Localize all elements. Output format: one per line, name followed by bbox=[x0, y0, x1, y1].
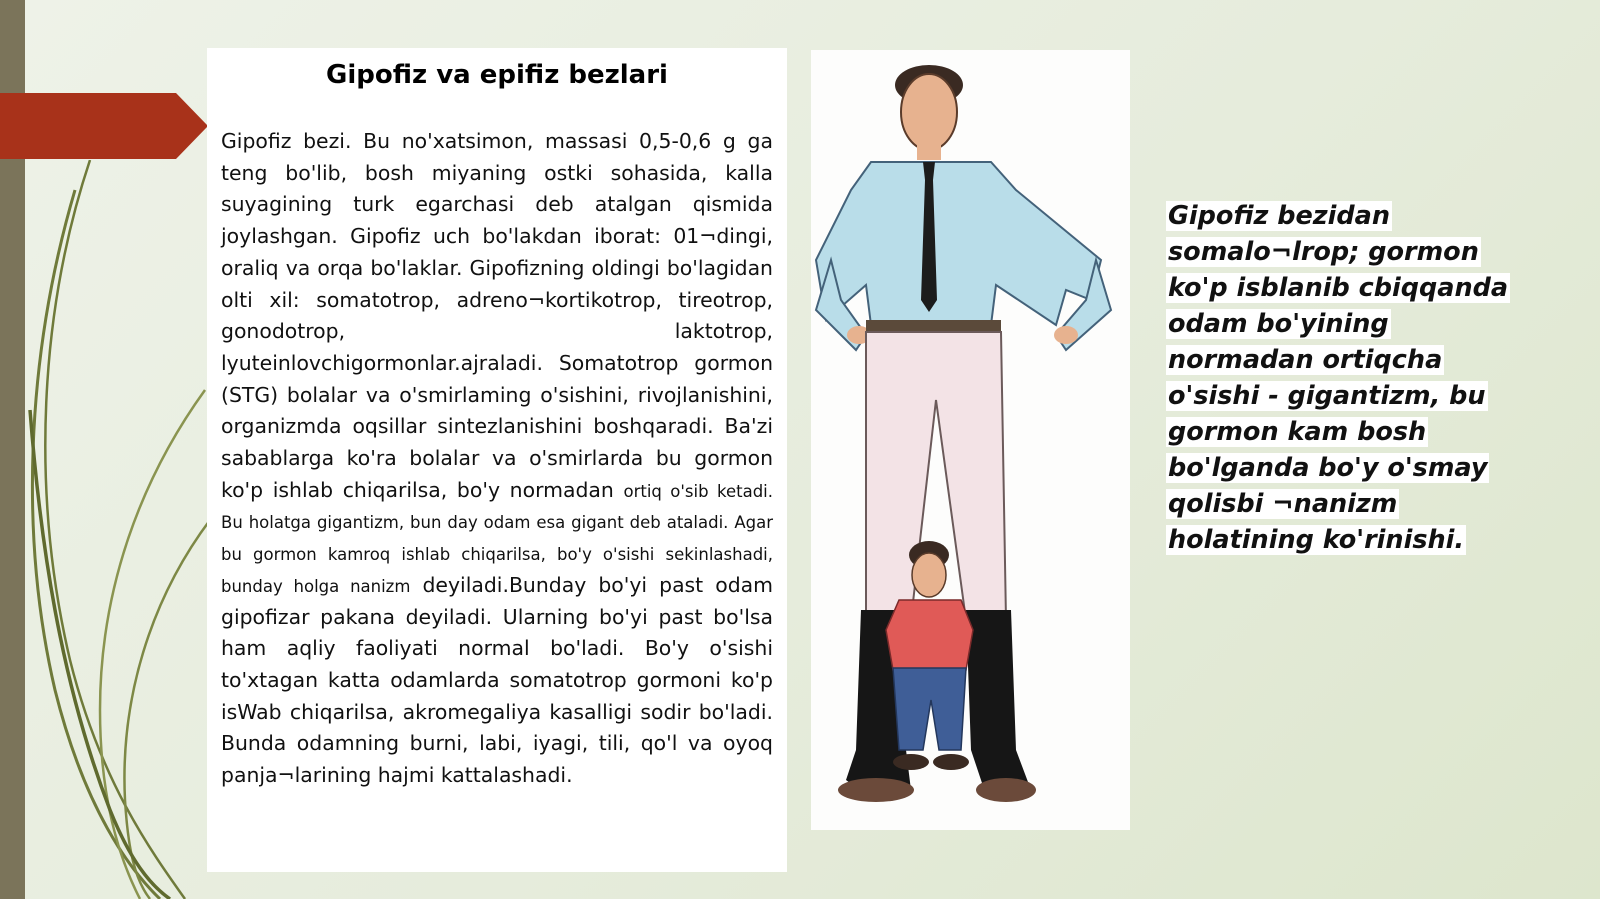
giant-and-dwarf-illustration bbox=[811, 50, 1130, 830]
caption-text: Gipofiz bezidan somalo¬lrop; gormon ko'p isblanib cbiqqanda odam bo'yining normadan ortiqcha o'sishi - gigantizm, bu gormon kam bosh bo'lganda bo'y o'smay qolisbi ¬nanizm holatining ko'rinishi. bbox=[1168, 201, 1509, 555]
red-arrow-shape bbox=[0, 93, 208, 159]
decorative-grass-lines bbox=[0, 160, 230, 899]
illustration-caption bbox=[1166, 198, 1518, 558]
text-panel bbox=[207, 48, 787, 872]
body-paragraph bbox=[221, 126, 773, 792]
paragraph-part-1: Gipofiz bezi. Bu no'xatsimon, massasi 0,5-0,6 g ga teng bo'lib, bosh miyaning ostki sohasida, kalla suyagining turk egarchasi deb atalgan qismida joylashgan. Gipofiz uch bo'lakdan iborat: 01¬dingi, oraliq va orqa bo'laklar. Gipofizning oldingi bo'lagidan olti xil: somatotrop, adreno¬kortikotrop, tireotrop, gonodotrop, laktotrop, lyuteinlovchigormonlar.ajraladi. Somatotrop gormon (STG) bolalar va o'smirlaming o'sishini, rivojlanishini, organizmda oqsillar sintezlanishini boshqaradi. Ba'zi sabablarga ko'ra bolalar va o'smirlarda bu gormon ko'p ishlab chiqarilsa, bo'y normadan bbox=[221, 129, 773, 502]
slide-title: Gipofiz va epifiz bezlari bbox=[326, 60, 668, 90]
paragraph-part-3: deyiladi.Bunday bo'yi past odam gipofizar pakana deyiladi. Ularning bo'yi past bo'lsa ham aqliy faoliyati normal bo'ladi. Bo'y o'sishi to'xtagan katta odamlarda somatotrop gormoni ko'p isWab chiqarilsa, akromegaliya kasalligi sodir bo'ladi. Bunda odamning burni, labi, iyagi, tili, qo'l va oyoq panja¬larining hajmi kattalashadi. bbox=[221, 572, 773, 788]
paragraph-part-2-small: ortiq o'sib ketadi. Bu holatga gigantizm, bun day odam esa gigant deb ataladi. Agar bu gormon kamroq ishlab chiqarilsa, bo'y o'sishi sekinlashadi, bunday holga nanizm bbox=[221, 481, 773, 596]
